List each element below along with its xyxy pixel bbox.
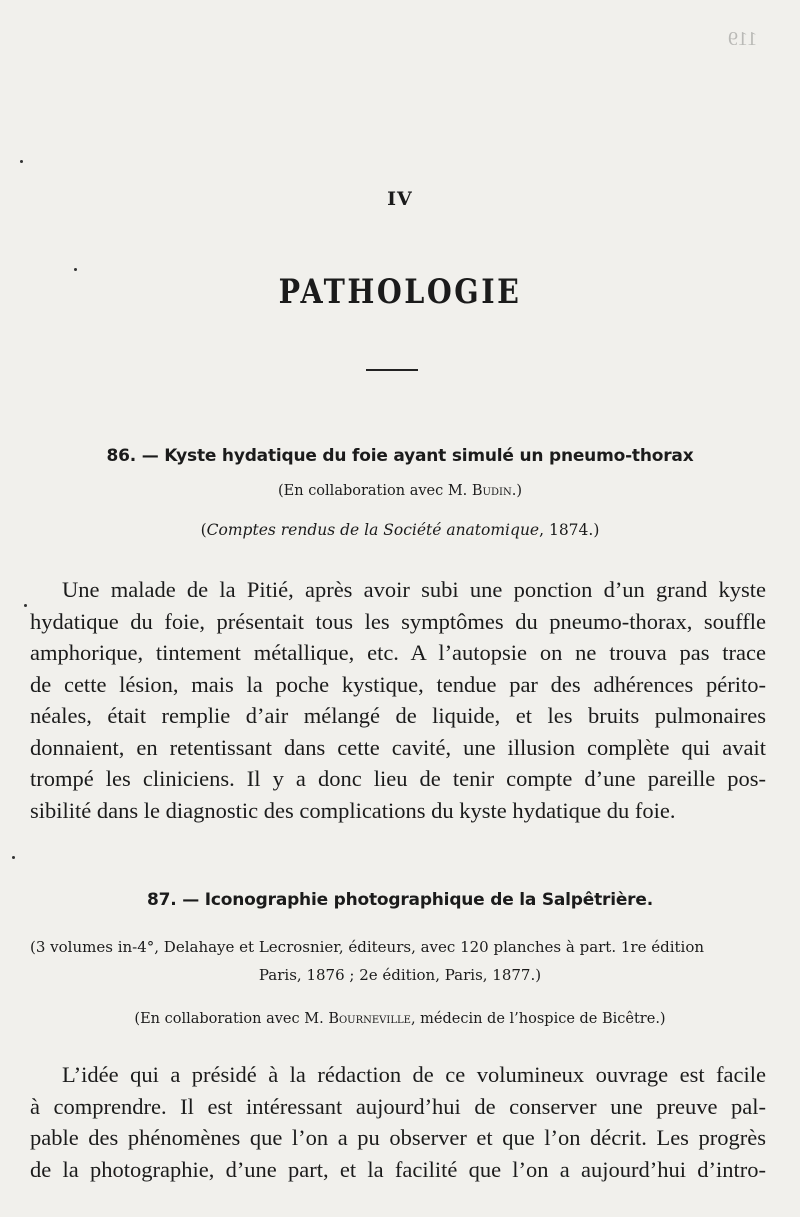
- title-rule: [366, 369, 418, 371]
- speck-mark: [12, 856, 15, 859]
- entry-87-publication-line-2: Paris, 1876 ; 2e édition, Paris, 1877.): [258, 966, 542, 984]
- entry-87-collaboration: [0, 1011, 800, 1027]
- source-title: Comptes rendus de la Société anatomique: [206, 521, 540, 539]
- text-line: néales, était remplie d’air mélangé de liquide, et les bruits pulmonaires: [30, 703, 766, 728]
- collab-name: Bourneville: [328, 1011, 411, 1027]
- collab-suffix: ): [516, 483, 522, 499]
- collab-prefix: (En collaboration avec M.: [278, 483, 472, 499]
- entry-87-paragraph: [30, 1059, 766, 1185]
- page-number: 119: [728, 28, 758, 50]
- collab-prefix: (En collaboration avec M.: [134, 1011, 329, 1027]
- entry-86-paragraph: [30, 574, 766, 826]
- text-line: à comprendre. Il est intéressant aujourd’hui de conserver une preuve pal-: [30, 1093, 766, 1119]
- text-line: hydatique du foie, présentait tous les symptômes du pneumo-thorax, souffle: [30, 608, 766, 634]
- text-line: sibilité dans le diagnostic des complications du kyste hydatique du foie.: [30, 797, 676, 823]
- collab-name: Budin.: [471, 483, 517, 499]
- entry-86-heading: 86. — Kyste hydatique du foie ayant simulé un pneumo-thorax: [106, 446, 694, 466]
- source-prefix: (: [200, 521, 207, 539]
- section-title: PATHOLOGIE: [278, 272, 522, 312]
- text-line: de cette lésion, mais la poche kystique, tendue par des adhérences périto-: [30, 671, 766, 697]
- source-suffix: , 1874.): [539, 521, 600, 539]
- text-line: donnaient, en retentissant dans cette cavité, une illusion complète qui avait: [30, 734, 766, 760]
- speck-mark: [20, 160, 23, 163]
- text-line: Une malade de la Pitié, après avoir subi une ponction d’un grand kyste: [62, 577, 766, 602]
- entry-87-publication-line-1: (3 volumes in-4°, Delahaye et Lecrosnier, éditeurs, avec 120 planches à part. 1re édition: [30, 938, 705, 956]
- text-line: de la photographie, d’une part, et la facilité que l’on a aujourd’hui d’intro-: [30, 1156, 766, 1182]
- text-line: pable des phénomènes que l’on a pu observer et que l’on décrit. Les progrès: [30, 1125, 766, 1150]
- text-line: L’idée qui a présidé à la rédaction de ce volumineux ouvrage est facile: [62, 1062, 766, 1087]
- collab-suffix: , médecin de l’hospice de Bicêtre.): [410, 1011, 666, 1027]
- entry-86-collaboration: [0, 483, 800, 499]
- section-number: IV: [387, 188, 413, 210]
- entry-87-heading: 87. — Iconographie photographique de la Salpêtrière.: [147, 890, 653, 910]
- text-line: trompé les cliniciens. Il y a donc lieu de tenir compte d’une pareille pos-: [30, 766, 766, 791]
- entry-86-source: [0, 521, 800, 539]
- speck-mark: [74, 268, 77, 271]
- text-line: amphorique, tintement métallique, etc. A l’autopsie on ne trouva pas trace: [30, 640, 766, 665]
- speck-mark: [24, 604, 27, 607]
